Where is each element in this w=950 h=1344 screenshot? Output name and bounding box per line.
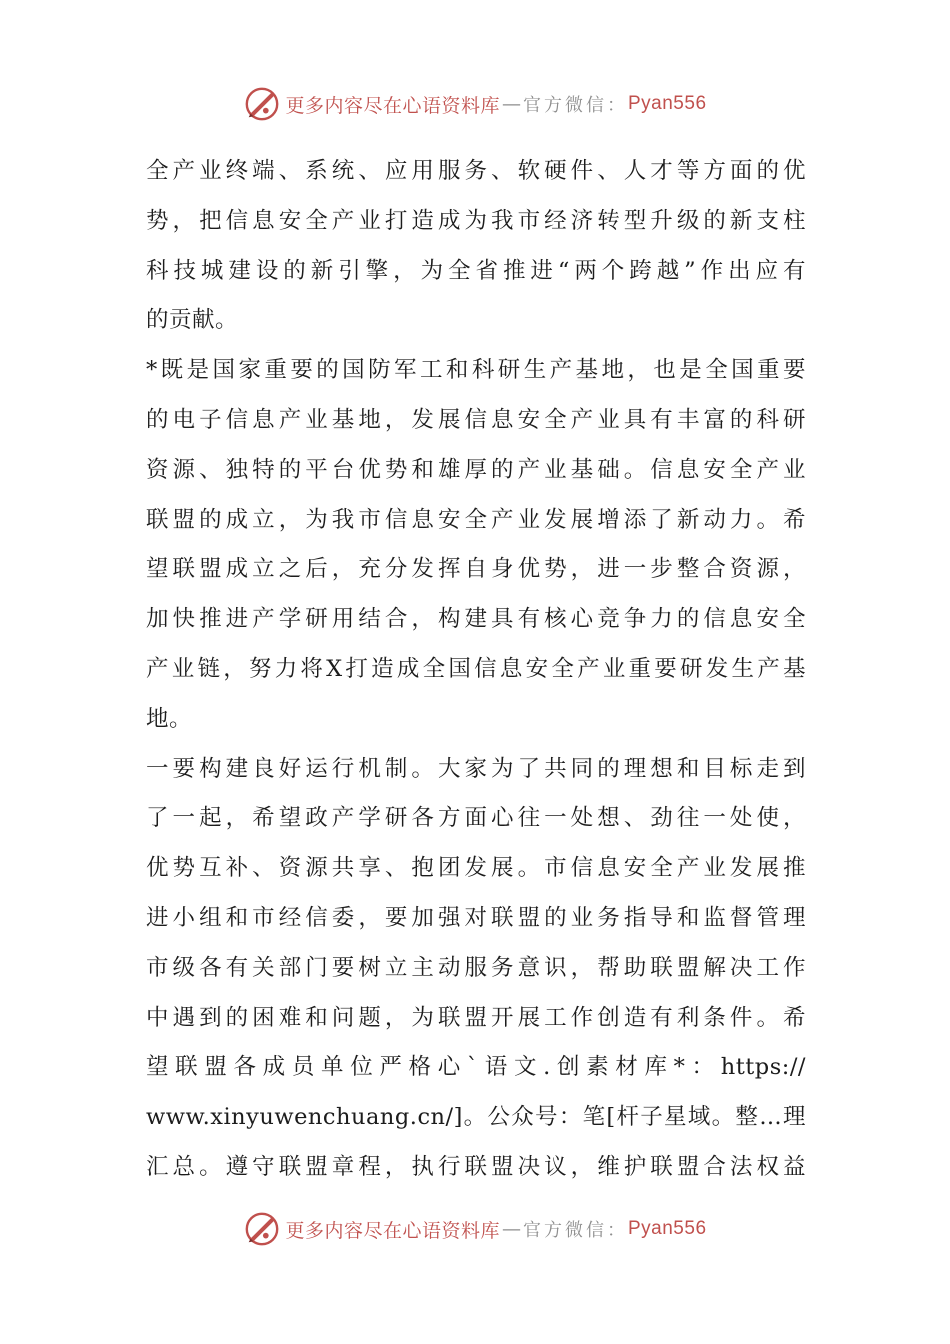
footer-dash: — [502,1218,521,1240]
footer-wechat-account: Pyan556 [628,1218,707,1239]
header-wechat-label: 官方微信： [523,95,628,116]
body-line: 进小组和市经信委，要加强对联盟的业务指导和监督管理 [146,904,806,931]
footer-wechat-label: 官方微信： [523,1220,628,1241]
body-line: 汇总。遵守联盟章程，执行联盟决议，维护联盟合法权益 [146,1153,806,1180]
body-line: 的贡献。 [146,307,239,334]
pen-logo-icon [243,1210,281,1248]
body-line: 优势互补、资源共享、抱团发展。市信息安全产业发展推 [146,855,806,882]
body-line: 联盟的成立，为我市信息安全产业发展增添了新动力。希 [146,506,806,533]
document-body [146,147,806,1193]
body-line: 全产业终端、系统、应用服务、软硬件、人才等方面的优 [146,158,806,184]
pen-logo-icon [243,85,281,123]
footer-site-text: 更多内容尽在心语资料库 [285,1219,500,1242]
body-line: 科技城建设的新引擎，为全省推进“两个跨越”作出应有 [146,257,806,284]
body-line: 了一起，希望政产学研各方面心往一处想、劲往一处使， [146,805,806,832]
body-line: www.xinyuwenchuang.cn/]。公众号：笔[杆子星域。整…理 [146,1104,806,1131]
body-line: 的电子信息产业基地，发展信息安全产业具有丰富的科研 [146,406,806,433]
header-site-text: 更多内容尽在心语资料库 [285,94,500,117]
footer-banner [0,1209,950,1249]
header-wechat-account: Pyan556 [628,93,707,114]
body-line: 产业链，努力将X打造成全国信息安全产业重要研发生产基 [146,655,806,682]
header-banner [0,84,950,124]
header-dash: — [502,93,521,115]
body-line: *既是国家重要的国防军工和科研生产基地，也是全国重要 [146,357,806,384]
body-line: 加快推进产学研用结合，构建具有核心竞争力的信息安全 [146,606,806,633]
body-line: 望联盟成立之后，充分发挥自身优势，进一步整合资源， [146,556,806,583]
body-line: 势，把信息安全产业打造成为我市经济转型升级的新支柱 [146,207,806,234]
body-line: 中遇到的困难和问题，为联盟开展工作创造有利条件。希 [146,1004,806,1031]
body-line: 资源、独特的平台优势和雄厚的产业基础。信息安全产业 [146,456,806,483]
body-line: 地。 [146,705,193,732]
body-line: 一要构建良好运行机制。大家为了共同的理想和目标走到 [146,755,806,782]
body-line: 市级各有关部门要树立主动服务意识，帮助联盟解决工作 [146,954,806,981]
body-line: 望联盟各成员单位严格心`语文.创素材库*：https:// [146,1054,806,1081]
